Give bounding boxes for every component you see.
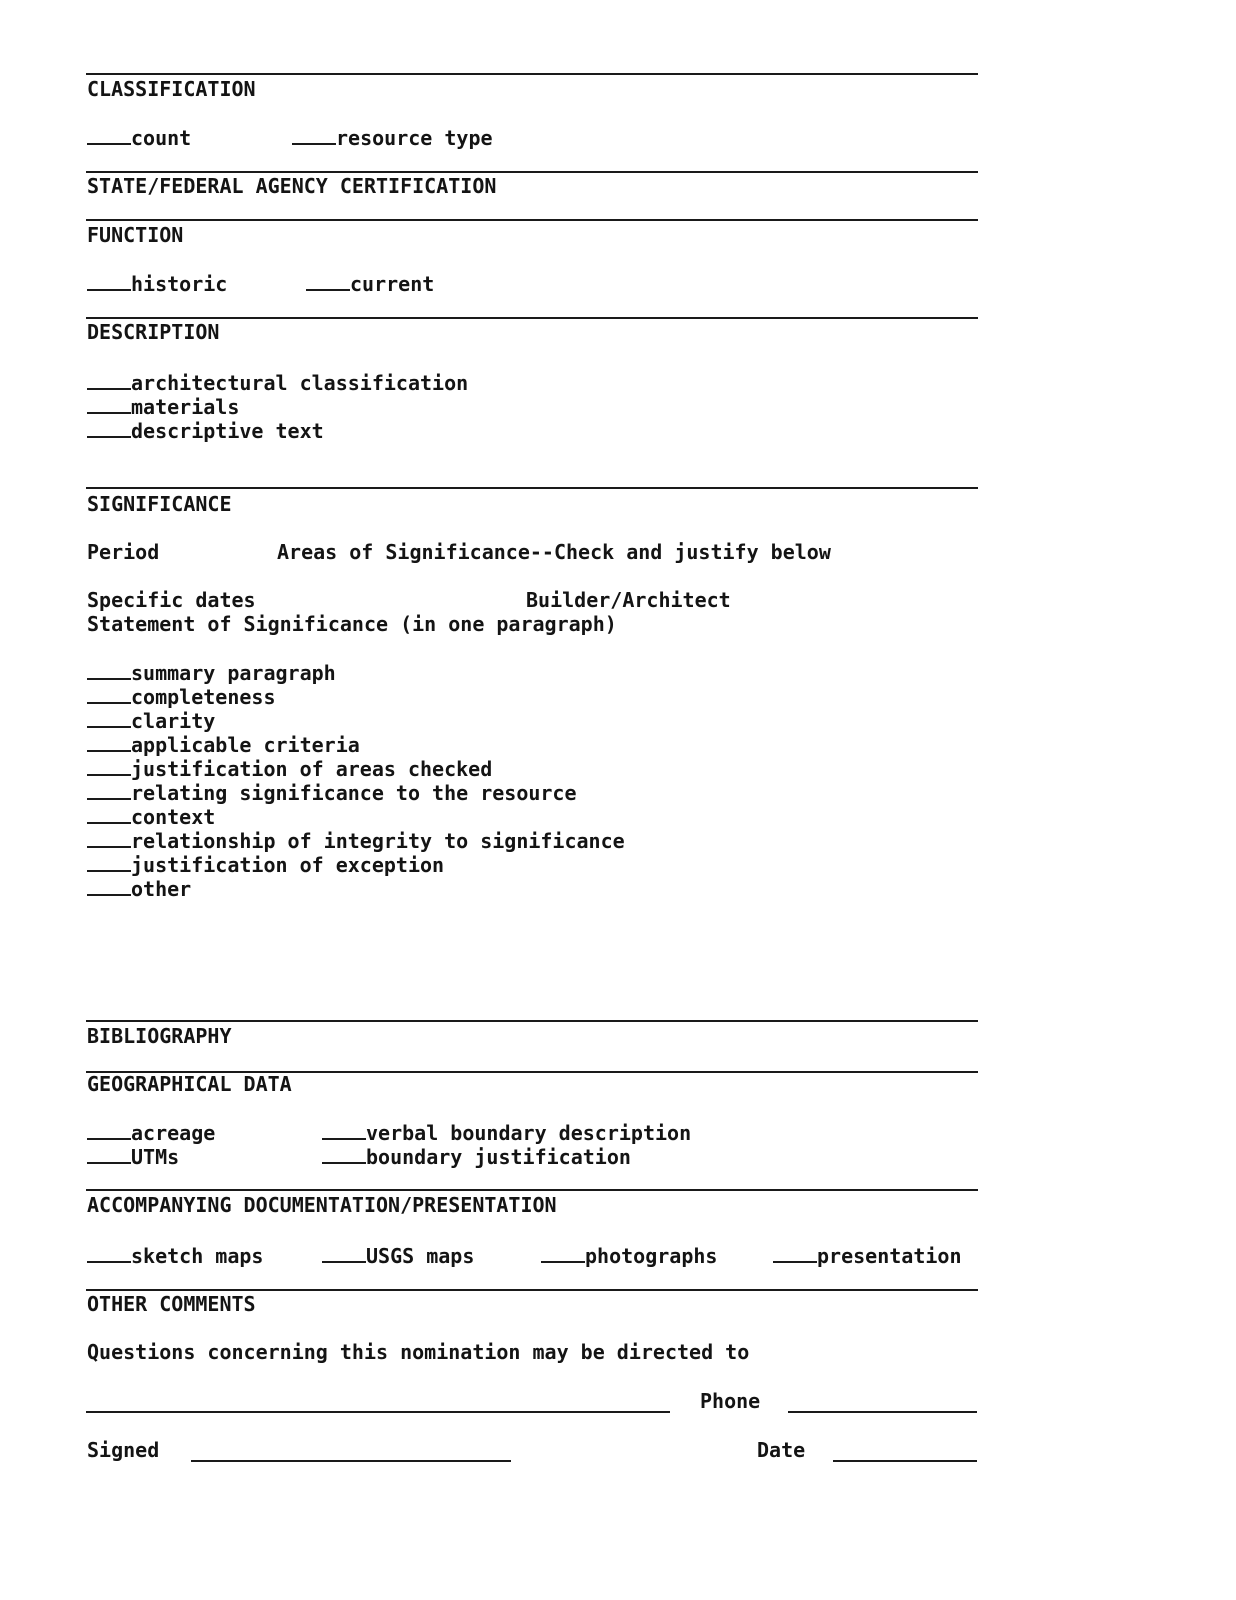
checkitem-label: summary paragraph	[131, 661, 336, 685]
resource-type-checkitem[interactable]	[292, 125, 493, 150]
checkitem-label: USGS maps	[366, 1244, 475, 1268]
materials-checkitem[interactable]	[87, 394, 239, 419]
photographs-checkitem[interactable]	[541, 1243, 717, 1268]
checkitem-label: completeness	[131, 685, 276, 709]
boundary-justification-checkitem[interactable]	[322, 1144, 631, 1169]
significance-heading: SIGNIFICANCE	[87, 492, 232, 516]
phone-line[interactable]	[788, 1411, 977, 1413]
utms-checkitem[interactable]	[87, 1144, 179, 1169]
completeness-checkitem[interactable]	[87, 684, 276, 709]
checkitem-label: verbal boundary description	[366, 1121, 692, 1145]
date-label: Date	[757, 1438, 806, 1462]
architectural-classification-checkitem[interactable]	[87, 370, 468, 395]
checkbox-blank[interactable]	[306, 271, 350, 291]
section-rule	[86, 219, 978, 221]
checkbox-blank[interactable]	[87, 1243, 131, 1263]
checkitem-label: presentation	[817, 1244, 962, 1268]
checkbox-blank[interactable]	[87, 1120, 131, 1140]
function-heading: FUNCTION	[87, 223, 184, 247]
sketch-maps-checkitem[interactable]	[87, 1243, 263, 1268]
relationship-of-integrity-checkitem[interactable]	[87, 828, 625, 853]
applicable-criteria-checkitem[interactable]	[87, 732, 360, 757]
signed-label: Signed	[87, 1438, 160, 1462]
descriptive-text-checkitem[interactable]	[87, 418, 324, 443]
other-comments-heading: OTHER COMMENTS	[87, 1292, 256, 1316]
usgs-maps-checkitem[interactable]	[322, 1243, 474, 1268]
checkbox-blank[interactable]	[87, 271, 131, 291]
classification-heading: CLASSIFICATION	[87, 77, 256, 101]
checkitem-label: sketch maps	[131, 1244, 264, 1268]
checkitem-label: context	[131, 805, 216, 829]
checkbox-blank[interactable]	[87, 125, 131, 145]
checkbox-blank[interactable]	[87, 852, 131, 872]
checkitem-label: UTMs	[131, 1145, 180, 1169]
checkitem-label: historic	[131, 272, 228, 296]
checkbox-blank[interactable]	[87, 660, 131, 680]
checkitem-label: materials	[131, 395, 240, 419]
checkbox-blank[interactable]	[292, 125, 336, 145]
checkbox-blank[interactable]	[541, 1243, 585, 1263]
checkbox-blank[interactable]	[322, 1144, 366, 1164]
checkitem-label: clarity	[131, 709, 216, 733]
checkitem-label: justification of exception	[131, 853, 445, 877]
count-checkitem[interactable]	[87, 125, 191, 150]
clarity-checkitem[interactable]	[87, 708, 215, 733]
other-checkitem[interactable]	[87, 876, 191, 901]
section-rule	[86, 487, 978, 489]
specific-dates-label: Specific dates	[87, 588, 256, 612]
checkbox-blank[interactable]	[87, 756, 131, 776]
historic-checkitem[interactable]	[87, 271, 227, 296]
section-rule	[86, 317, 978, 319]
checkitem-label: relationship of integrity to significance	[131, 829, 625, 853]
relating-significance-checkitem[interactable]	[87, 780, 577, 805]
geographical-data-heading: GEOGRAPHICAL DATA	[87, 1072, 292, 1096]
checkitem-label: count	[131, 126, 192, 150]
checkbox-blank[interactable]	[87, 418, 131, 438]
certification-heading: STATE/FEDERAL AGENCY CERTIFICATION	[87, 174, 497, 198]
checkitem-label: descriptive text	[131, 419, 324, 443]
phone-label: Phone	[700, 1389, 761, 1413]
bibliography-heading: BIBLIOGRAPHY	[87, 1024, 232, 1048]
documentation-heading: ACCOMPANYING DOCUMENTATION/PRESENTATION	[87, 1193, 557, 1217]
questions-directed-to-text: Questions concerning this nomination may be directed to	[87, 1340, 750, 1364]
justification-of-areas-checkitem[interactable]	[87, 756, 492, 781]
checkitem-label: current	[350, 272, 435, 296]
checkbox-blank[interactable]	[87, 684, 131, 704]
description-heading: DESCRIPTION	[87, 320, 220, 344]
checkbox-blank[interactable]	[87, 732, 131, 752]
section-rule	[86, 73, 978, 75]
verbal-boundary-checkitem[interactable]	[322, 1120, 691, 1145]
checkbox-blank[interactable]	[87, 804, 131, 824]
current-checkitem[interactable]	[306, 271, 434, 296]
date-line[interactable]	[833, 1460, 977, 1462]
checkitem-label: applicable criteria	[131, 733, 360, 757]
checkbox-blank[interactable]	[322, 1243, 366, 1263]
checkbox-blank[interactable]	[87, 1144, 131, 1164]
checkbox-blank[interactable]	[87, 708, 131, 728]
checkbox-blank[interactable]	[87, 394, 131, 414]
checkbox-blank[interactable]	[773, 1243, 817, 1263]
checkitem-label: boundary justification	[366, 1145, 631, 1169]
context-checkitem[interactable]	[87, 804, 215, 829]
signature-line[interactable]	[191, 1460, 511, 1462]
summary-paragraph-checkitem[interactable]	[87, 660, 336, 685]
presentation-checkitem[interactable]	[773, 1243, 962, 1268]
checkitem-label: justification of areas checked	[131, 757, 493, 781]
checkitem-label: acreage	[131, 1121, 216, 1145]
section-rule	[86, 1289, 978, 1291]
checkitem-label: other	[131, 877, 192, 901]
section-rule	[86, 1189, 978, 1191]
checkbox-blank[interactable]	[87, 780, 131, 800]
checkitem-label: photographs	[585, 1244, 718, 1268]
checkbox-blank[interactable]	[322, 1120, 366, 1140]
section-rule	[86, 1020, 978, 1022]
builder-architect-label: Builder/Architect	[526, 588, 731, 612]
justification-of-exception-checkitem[interactable]	[87, 852, 444, 877]
acreage-checkitem[interactable]	[87, 1120, 215, 1145]
checkitem-label: architectural classification	[131, 371, 469, 395]
checkbox-blank[interactable]	[87, 370, 131, 390]
contact-name-line[interactable]	[86, 1411, 670, 1413]
checkitem-label: resource type	[336, 126, 493, 150]
statement-of-significance-label: Statement of Significance (in one paragraph)	[87, 612, 617, 636]
checkbox-blank[interactable]	[87, 828, 131, 848]
areas-of-significance-label: Areas of Significance--Check and justify below	[277, 540, 831, 564]
checkbox-blank[interactable]	[87, 876, 131, 896]
checkitem-label: relating significance to the resource	[131, 781, 577, 805]
section-rule	[86, 171, 978, 173]
period-label: Period	[87, 540, 160, 564]
